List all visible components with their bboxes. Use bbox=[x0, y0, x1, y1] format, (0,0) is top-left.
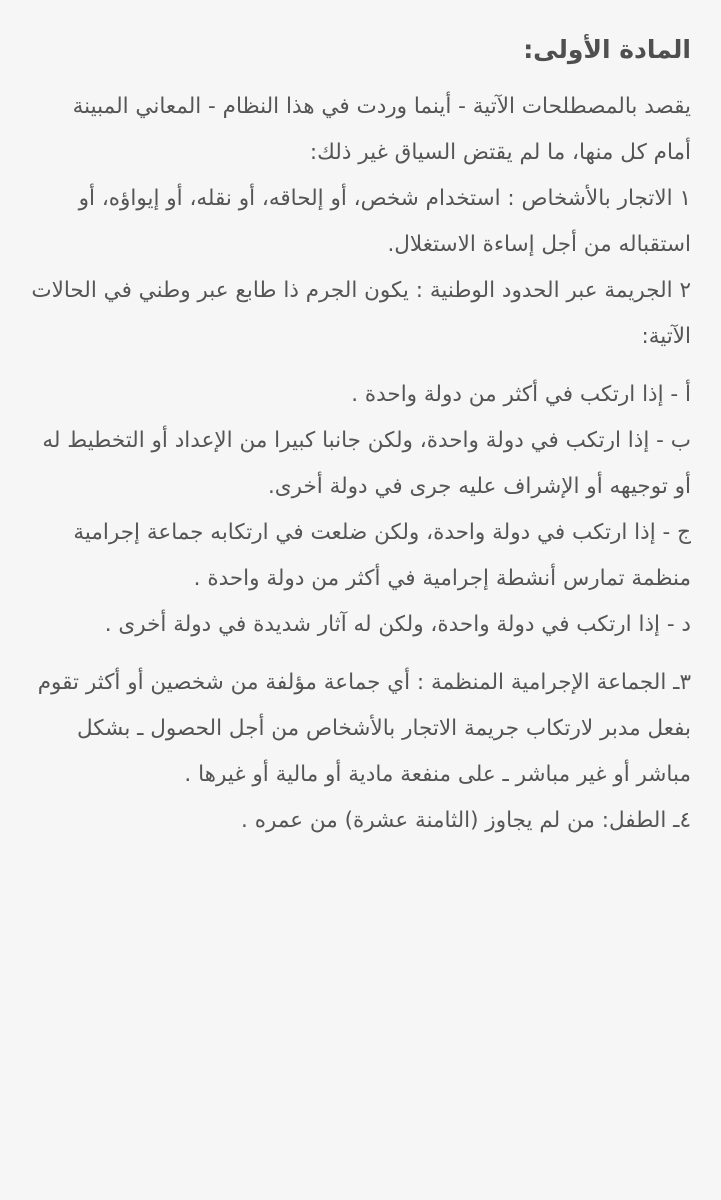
spacer bbox=[30, 360, 691, 372]
spacer bbox=[30, 648, 691, 660]
case-b: ب - إذا ارتكب في دولة واحدة، ولكن جانبا كبيرا من الإعداد أو التخطيط له أو توجيهه أو الإشراف عليه جرى في دولة أخرى. bbox=[42, 428, 691, 499]
definition-child: ٤ـ الطفل: من لم يجاوز (الثامنة عشرة) من عمره . bbox=[241, 808, 691, 833]
definition-trafficking: ١ الاتجار بالأشخاص : استخدام شخص، أو إلحاقه، أو نقله، أو إيواؤه، أو استقباله من أجل إساءة الاستغلال. bbox=[78, 186, 691, 257]
case-d: د - إذا ارتكب في دولة واحدة، ولكن له آثار شديدة في دولة أخرى . bbox=[104, 612, 691, 637]
definition-transnational-crime: ٢ الجريمة عبر الحدود الوطنية : يكون الجرم ذا طابع عبر وطني في الحالات الآتية: bbox=[31, 278, 691, 349]
article-title: المادة الأولى: bbox=[523, 35, 691, 64]
intro-paragraph: يقصد بالمصطلحات الآتية - أينما وردت في هذا النظام - المعاني المبينة أمام كل منها، ما لم يقتض السياق غير ذلك: bbox=[72, 94, 691, 165]
case-a: أ - إذا ارتكب في أكثر من دولة واحدة . bbox=[351, 382, 691, 407]
case-c: ج - إذا ارتكب في دولة واحدة، ولكن ضلعت في ارتكابه جماعة إجرامية منظمة تمارس أنشطة إجرامية في أكثر من دولة واحدة . bbox=[73, 520, 691, 591]
definition-organized-group: ٣ـ الجماعة الإجرامية المنظمة : أي جماعة مؤلفة من شخصين أو أكثر تقوم بفعل مدبر لارتكاب جريمة الاتجار بالأشخاص من أجل الحصول ـ بشكل مباشر أو غير مباشر ـ على منفعة مادية أو مالية أو غيرها . bbox=[37, 670, 691, 787]
